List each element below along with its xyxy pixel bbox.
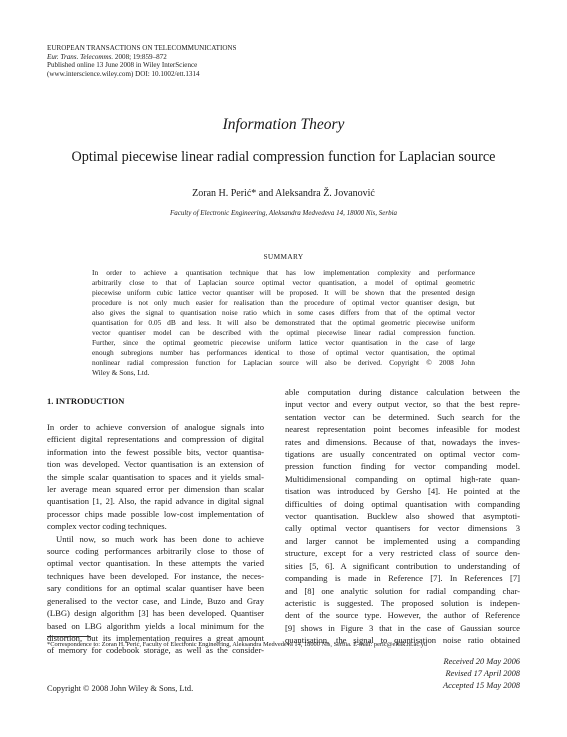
accepted-date: Accepted 15 May 2008	[443, 680, 520, 690]
body-line: sentation vector can be determined. Such search for the	[285, 411, 520, 422]
body-line: of memory for codebook storage, as well as the consider-	[47, 645, 264, 656]
summary-line: quantisation for 0.05 dB and less. It will also be demonstrated that the optimal geometric piecewise uniform	[92, 318, 475, 328]
affiliation: Faculty of Electronic Engineering, Aleksandra Medvedeva 14, 18000 Nis, Serbia	[169, 209, 398, 217]
body-line: (LBG) design algorithm [3] has been developed. Quantiser	[47, 608, 264, 619]
body-line: sities [5, 6]. A significant contribution to understanding of	[285, 560, 520, 571]
body-line: optimal vector quantisation. In these attempts the varied	[47, 558, 264, 569]
body-line: information into the fewest possible bits, vector quantisa-	[47, 446, 264, 457]
body-line: cally optimal vector quantisers for vector dimensions 3	[285, 523, 520, 534]
doi-line: (www.interscience.wiley.com) DOI: 10.1002/ett.1314	[47, 69, 200, 78]
body-line: pression function finding for vector companding model.	[285, 461, 520, 472]
journal-header	[47, 44, 237, 78]
body-line: nearest representation point becomes infeasible for modest	[285, 424, 520, 435]
body-line: distortion, but its implementation requires a great amount	[47, 632, 264, 643]
right-column	[285, 386, 520, 647]
journal-citation	[47, 53, 237, 62]
history-dates	[443, 656, 520, 691]
summary-line: arbitrarily close to that of Laplacian source optimal vector quantisation, a model of optimal geometric	[92, 278, 475, 288]
section-title: Information Theory	[222, 116, 345, 133]
summary-line: vector quantiser model can be described with the optimal piecewise linear radial compression function.	[92, 328, 475, 338]
body-line: quantisation, the signal to quantisation noise ratio obtained	[285, 635, 520, 646]
publication-date: Published online 13 June 2008 in Wiley InterScience	[47, 61, 198, 70]
body-line: structure, except for a very restricted class of source den-	[285, 548, 520, 559]
body-line: based on LBG algorithm yields a local minimum for the	[47, 620, 264, 631]
body-line: generalised to the vector case, and Linde, Buzo and Gray	[47, 595, 264, 606]
copyright-notice: Copyright © 2008 John Wiley & Sons, Ltd.	[47, 684, 194, 693]
body-line: dent of the source type. However, the author of Reference	[285, 610, 520, 621]
body-line: tion was developed. Vector quantisation is an extension of	[47, 459, 264, 470]
revised-date: Revised 17 April 2008	[445, 668, 520, 678]
body-line: acteristic is suggested. The proposed solution is indepen-	[285, 597, 520, 608]
summary-line: procedure is not only much easier for realisation than the procedure of optimal vector quantiser design, but	[92, 298, 475, 308]
journal-abbrev: Eur. Trans. Telecomms.	[47, 52, 114, 61]
body-line: [9] shows in Figure 3 that in the case of Gaussian source	[285, 622, 520, 633]
summary-line: In order to achieve a quantisation technique that has low implementation complexity and performance	[92, 268, 475, 277]
footnote-rule	[47, 636, 91, 637]
body-line: sary conditions for an optimal scalar quantiser have been	[47, 583, 264, 594]
body-line: Until now, so much work has been done to achieve	[56, 533, 264, 544]
body-line: In order to achieve conversion of analogue signals into	[47, 422, 264, 432]
body-line: processor chips made possible low-cost implementation of	[47, 508, 264, 519]
body-line: Multidimensional companding on optimal high-rate quan-	[285, 473, 520, 484]
summary-line: enough subregions number has performances identical to those of optimal vector quantisation, the optimal	[92, 348, 475, 358]
body-line: and larger cannot be implemented using a companding	[285, 535, 520, 546]
summary-line: piecewise uniform cubic lattice vector quantiser will be proposed. It will be shown that the presented design	[92, 288, 475, 298]
body-line: complex vector coding techniques.	[47, 521, 167, 532]
body-line: able computation during distance calculation between the	[285, 387, 520, 397]
journal-volume: 2008; 19:859–872	[113, 52, 167, 61]
summary-line: Wiley & Sons, Ltd.	[92, 368, 150, 378]
body-line: vector quantisation. Bucklew also showed that asymptoti-	[285, 511, 520, 522]
body-line: input vector and every output vector, so that the best repre-	[285, 399, 520, 410]
body-line: source coding performances arbitrarily close to those of	[47, 546, 264, 557]
authors: Zoran H. Perić* and Aleksandra Ž. Jovanović	[192, 188, 375, 199]
summary-line: nonlinear radial compression function for Laplacian source will also be derived. Copyright © 2008 John	[92, 358, 475, 368]
body-line: rates and dimensions. Because of that, nowadays the inves-	[285, 436, 520, 447]
body-line: companding is made in Reference [7]. In References [7]	[285, 573, 520, 584]
summary-heading: SUMMARY	[263, 252, 304, 261]
body-line: difficulties of doing optimal quantisation with companding	[285, 498, 520, 509]
body-line: quantisation [1, 2]. Also, the rapid advance in digital signal	[47, 496, 264, 507]
body-line: ler average mean squared error per dimension than scalar	[47, 484, 264, 495]
paper-title: Optimal piecewise linear radial compression function for Laplacian source	[71, 149, 496, 165]
footnote: *Correspondence to: Zoran H. Perić, Faculty of Electronic Engineering, Aleksandra Medvedeva 14, 18000 Nis, Serbia. E-mail: peric@elfak.ni.ac.yu	[47, 641, 428, 648]
body-line: tisation was introduced by Gersho [4]. He pointed at the	[285, 486, 520, 497]
body-line: the simple scalar quantisation to spaces and it yields smal-	[47, 471, 264, 482]
journal-name: EUROPEAN TRANSACTIONS ON TELECOMMUNICATIONS	[47, 44, 237, 52]
body-line: tigations are usually concentrated on optimal vector com-	[285, 449, 520, 460]
summary-line: Further, since the optimal geometric piecewise uniform lattice vector quantisation in the case of large	[92, 338, 475, 348]
intro-heading: 1. INTRODUCTION	[47, 396, 125, 406]
left-column	[47, 421, 264, 657]
body-line: efficient digital representations and compression of digital	[47, 434, 264, 445]
summary-text	[92, 268, 475, 379]
received-date: Received 20 May 2006	[443, 657, 520, 666]
body-line: and [8] one analytic solution for radial companding char-	[285, 585, 520, 596]
body-line: techniques have been developed. For instance, the neces-	[47, 570, 264, 581]
summary-line: also gives the signal to quantisation noise ratio which in some cases differs from that of the optimal vector	[92, 308, 475, 318]
